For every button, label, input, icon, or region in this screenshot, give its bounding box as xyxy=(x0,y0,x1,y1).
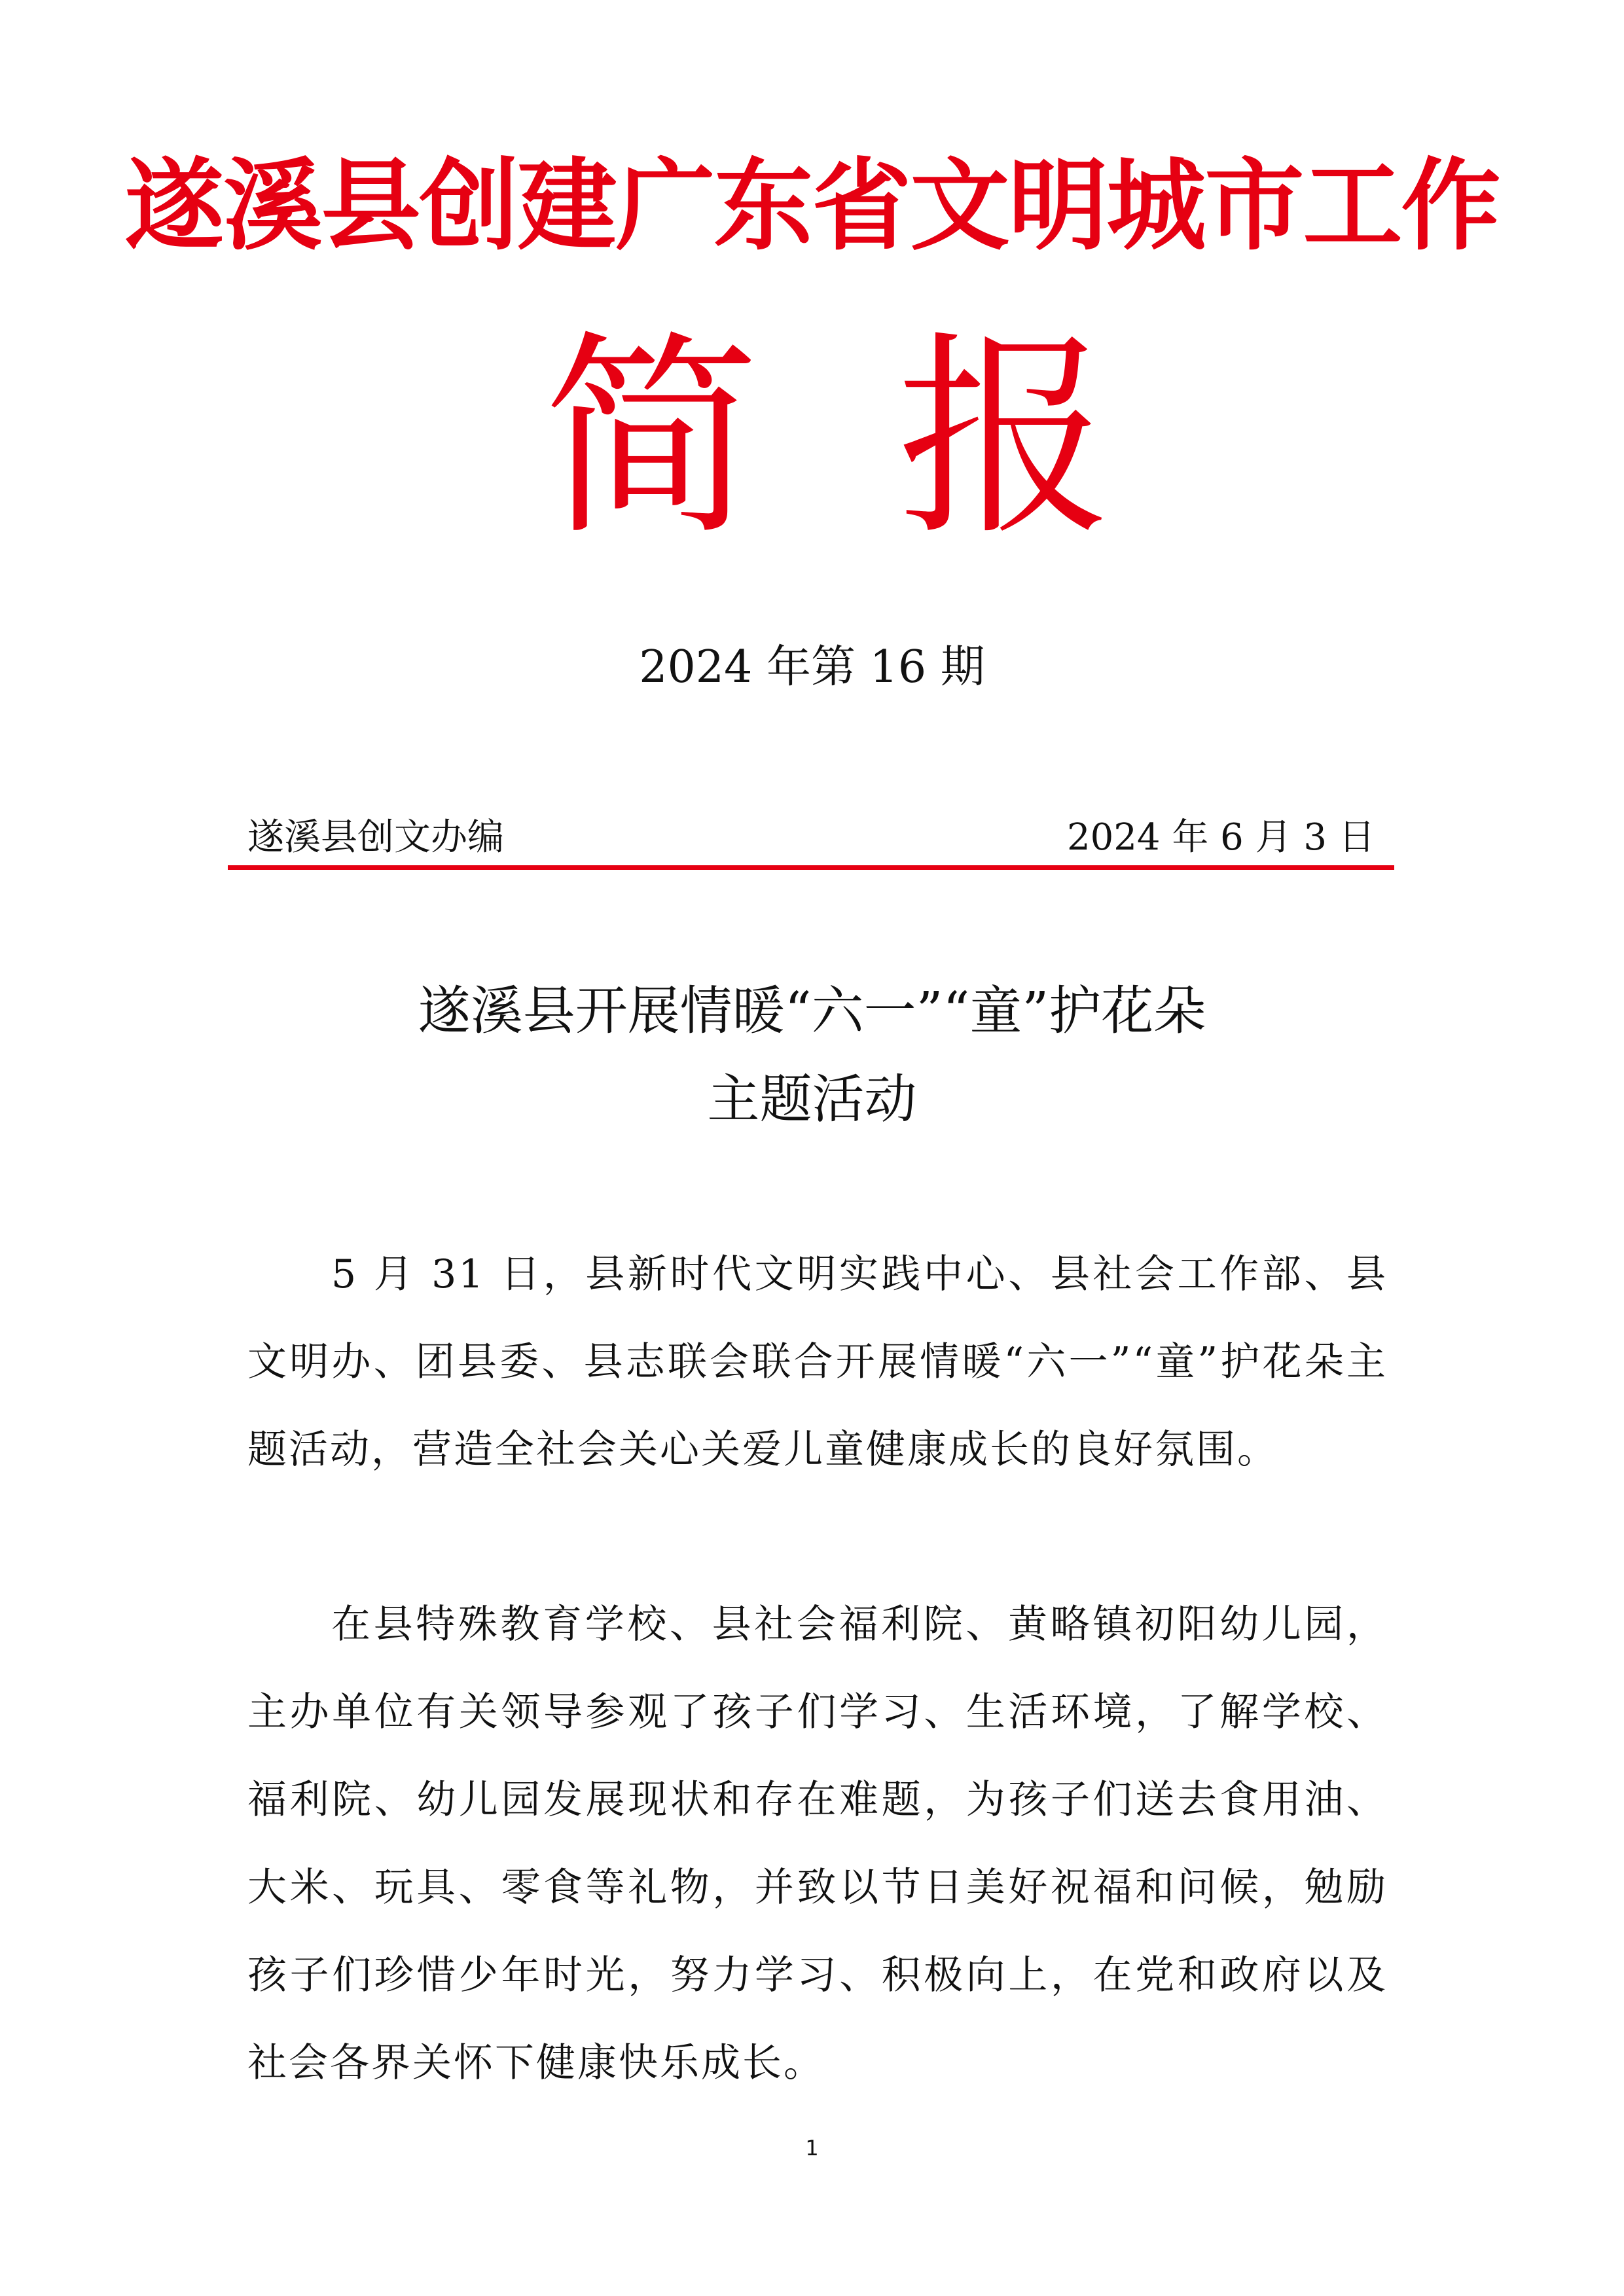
bulletin-title-right: 报 xyxy=(897,313,1113,564)
article-title-line1: 遂溪县开展情暖“六一”“童”护花朵 xyxy=(418,980,1206,1041)
issue-number: 2024 年第 16 期 xyxy=(639,641,985,693)
bulletin-title-left: 简 xyxy=(543,313,759,564)
paragraph-text: 5 月 31 日，县新时代文明实践中心、县社会工作部、县文明办、团县委、县志联会联合开展情暖“六一”“童”护花朵主题活动，营造全社会关心关爱儿童健康成长的良好氛围。 xyxy=(247,1251,1388,1473)
article-title-line2: 主题活动 xyxy=(707,1069,917,1130)
article-body-paragraph-2 xyxy=(247,1581,1388,2107)
article-body-paragraph-1 xyxy=(247,1230,1388,1494)
publication-date: 2024 年 6 月 3 日 xyxy=(1067,816,1375,859)
red-divider xyxy=(228,865,1394,870)
editor-label: 遂溪县创文办编 xyxy=(247,816,504,859)
org-title: 遂溪县创建广东省文明城市工作 xyxy=(124,148,1500,264)
page-number: 1 xyxy=(805,2136,819,2161)
paragraph-text: 在县特殊教育学校、县社会福利院、黄略镇初阳幼儿园，主办单位有关领导参观了孩子们学习、生活环境，了解学校、福利院、幼儿园发展现状和存在难题，为孩子们送去食用油、大米、玩具、零食等礼物，并致以节日美好祝福和问候，勉励孩子们珍惜少年时光，努力学习、积极向上，在党和政府以及社会各界关怀下健康快乐成长。 xyxy=(247,1602,1388,2086)
